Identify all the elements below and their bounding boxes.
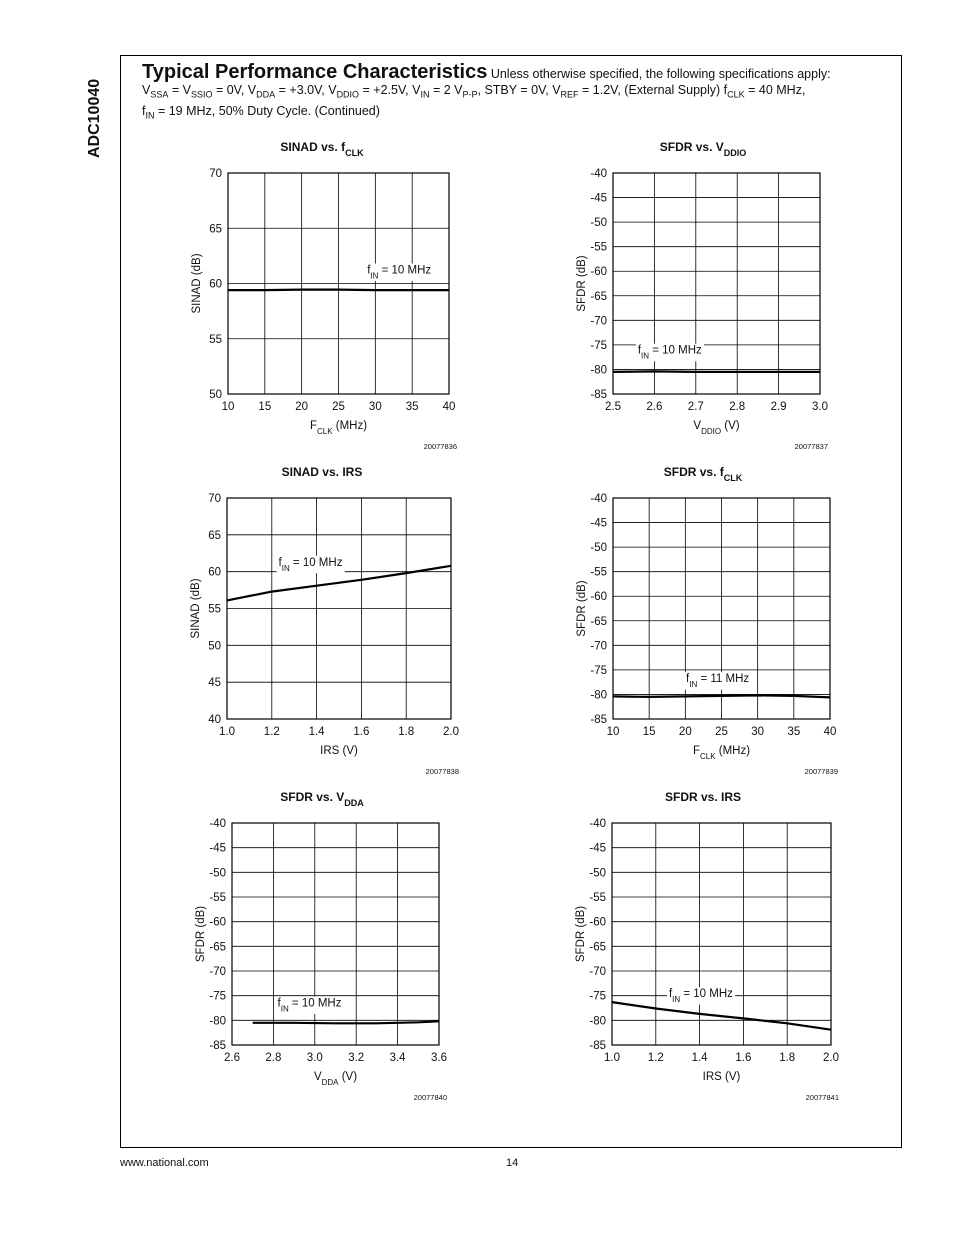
y-tick-label: -45 — [209, 842, 226, 855]
y-tick-label: -55 — [590, 241, 607, 254]
x-axis-label: IRS (V) — [702, 1071, 741, 1083]
y-tick-label: -70 — [209, 966, 226, 978]
annotation-label: $f_{IN} = 10$ MHz — [367, 264, 432, 281]
y-tick-label: 55 — [209, 333, 222, 346]
x-tick-label: 1.4 — [691, 1052, 708, 1064]
y-tick-label: -60 — [590, 591, 607, 604]
annotation-label: $f_{IN} = 10$ MHz — [277, 997, 342, 1014]
y-tick-label: 45 — [208, 677, 221, 690]
y-tick-label: -60 — [590, 266, 607, 279]
y-tick-label: -65 — [209, 941, 226, 954]
x-tick-label: 2.9 — [770, 401, 787, 413]
x-tick-label: 1.8 — [398, 726, 415, 738]
figure-id: 20077837 — [794, 442, 828, 451]
annotation-label: $f_{IN} = 10$ MHz — [637, 344, 702, 361]
y-tick-label: 65 — [209, 223, 222, 236]
figure-id: 20077839 — [804, 767, 838, 776]
chart-title: SFDR vs. $V_{DDIO}$ — [659, 140, 747, 158]
y-tick-label: 40 — [208, 714, 221, 726]
x-tick-label: 2.8 — [729, 401, 746, 413]
y-tick-label: 60 — [209, 278, 222, 291]
y-axis-label: SINAD (dB) — [191, 253, 203, 314]
figure-id: 20077840 — [413, 1093, 447, 1102]
y-tick-label: -50 — [590, 542, 607, 555]
x-tick-label: 2.6 — [646, 401, 663, 413]
x-tick-label: 1.0 — [604, 1052, 620, 1064]
y-tick-label: -85 — [590, 389, 607, 401]
y-tick-label: -50 — [590, 217, 607, 230]
y-tick-label: -60 — [209, 916, 226, 929]
y-axis-label: SFDR (dB) — [576, 580, 588, 637]
x-tick-label: 3.2 — [348, 1052, 365, 1064]
y-tick-label: -45 — [589, 842, 606, 855]
y-tick-label: -50 — [209, 867, 226, 880]
x-tick-label: 2.0 — [443, 726, 459, 738]
x-tick-label: 30 — [751, 726, 765, 738]
series-line — [253, 1021, 439, 1023]
x-tick-label: 3.0 — [812, 401, 828, 413]
chart-title: SFDR vs. $V_{DDA}$ — [280, 790, 364, 808]
x-axis-label: $V_{DDA}$ (V) — [313, 1071, 358, 1087]
x-tick-label: 25 — [715, 726, 728, 738]
chart-title: SINAD vs. $f_{CLK}$ — [280, 140, 364, 158]
page-number: 14 — [506, 1157, 519, 1169]
y-tick-label: -75 — [209, 990, 226, 1003]
chart-title: SINAD vs. IRS — [281, 465, 363, 479]
x-tick-label: 2.6 — [224, 1052, 240, 1064]
figure-id: 20077836 — [423, 442, 457, 451]
figure-id: 20077841 — [805, 1093, 839, 1102]
y-tick-label: -40 — [209, 818, 226, 830]
y-tick-label: -65 — [589, 941, 606, 954]
conditions-intro: Unless otherwise specified, the following specifications apply: — [490, 67, 831, 81]
y-tick-label: 60 — [208, 566, 221, 579]
x-tick-label: 10 — [221, 401, 235, 413]
x-tick-label: 1.6 — [735, 1052, 752, 1064]
y-tick-label: 50 — [209, 389, 222, 401]
x-tick-label: 35 — [787, 726, 801, 738]
chart-c3 — [190, 465, 459, 776]
y-tick-label: -40 — [589, 818, 606, 830]
plot-frame — [612, 823, 831, 1045]
conditions-line-2: $V_{SSA} = V_{SSIO} = 0V$, $V_{DDA} = +3.0V$, $V_{DDIO} = +2.5V$, $V_{IN} = 2$ $V_{P-P}$, STBY = 0V, $V_{REF} = 1.2V$, (External Supply) $f_{CLK} = 40$ MHz, — [142, 83, 806, 100]
y-tick-label: -80 — [590, 364, 607, 377]
y-tick-label: 70 — [208, 493, 221, 505]
conditions-line-3: $f_{IN} = 19$ MHz, 50% Duty Cycle. (Continued) — [142, 103, 380, 120]
annotation-label: $f_{IN} = 10$ MHz — [278, 556, 343, 573]
x-tick-label: 30 — [368, 401, 382, 413]
figure-id: 20077838 — [425, 767, 459, 776]
y-axis-label: SFDR (dB) — [576, 255, 588, 312]
y-tick-label: -70 — [590, 315, 607, 328]
x-tick-label: 1.0 — [219, 726, 235, 738]
y-tick-label: -55 — [590, 566, 607, 579]
y-tick-label: -85 — [590, 714, 607, 726]
y-tick-label: -50 — [589, 867, 606, 880]
y-tick-label: -85 — [209, 1040, 226, 1052]
x-axis-label: IRS (V) — [320, 745, 358, 757]
y-tick-label: -65 — [590, 615, 607, 628]
x-tick-label: 1.4 — [308, 726, 325, 738]
y-tick-label: -75 — [590, 339, 607, 352]
x-tick-label: 3.0 — [306, 1052, 323, 1064]
series-line — [612, 1002, 831, 1030]
x-tick-label: 1.6 — [353, 726, 370, 738]
x-tick-label: 15 — [258, 401, 272, 413]
x-axis-label: $F_{CLK}$ (MHz) — [309, 420, 368, 436]
x-tick-label: 2.5 — [605, 401, 621, 413]
chart-c1 — [191, 140, 457, 451]
y-tick-label: -45 — [590, 192, 607, 205]
y-tick-label: -75 — [589, 990, 606, 1003]
y-tick-label: -55 — [589, 892, 606, 904]
y-tick-label: -60 — [589, 916, 606, 929]
chart-c6 — [575, 790, 839, 1102]
y-tick-label: 50 — [208, 640, 221, 653]
x-axis-label: $F_{CLK}$ (MHz) — [692, 745, 751, 761]
footer-url[interactable]: www.national.com — [120, 1157, 209, 1169]
y-tick-label: -80 — [209, 1015, 226, 1028]
x-tick-label: 1.2 — [647, 1052, 664, 1064]
annotation-label: $f_{IN} = 11$ MHz — [686, 673, 750, 689]
y-tick-label: -70 — [589, 966, 606, 978]
x-tick-label: 25 — [332, 401, 345, 413]
x-axis-label: $V_{DDIO}$ (V) — [693, 420, 740, 436]
x-tick-label: 3.6 — [431, 1052, 447, 1064]
x-tick-label: 10 — [606, 726, 620, 738]
chart-title: SFDR vs. IRS — [664, 790, 742, 804]
x-tick-label: 35 — [405, 401, 419, 413]
y-tick-label: -85 — [589, 1040, 606, 1052]
y-tick-label: -75 — [590, 664, 607, 677]
x-tick-label: 1.2 — [263, 726, 280, 738]
chart-title: SFDR vs. $f_{CLK}$ — [663, 465, 743, 483]
y-tick-label: -80 — [589, 1015, 606, 1028]
x-tick-label: 20 — [295, 401, 309, 413]
y-tick-label: 55 — [208, 603, 221, 616]
x-tick-label: 40 — [442, 401, 456, 413]
y-tick-label: -40 — [590, 493, 607, 505]
chart-c4 — [576, 465, 838, 776]
y-tick-label: -40 — [590, 168, 607, 180]
series-line — [228, 290, 449, 291]
y-tick-label: -45 — [590, 517, 607, 530]
side-title: ADC10040 — [86, 78, 103, 158]
x-tick-label: 2.0 — [823, 1052, 839, 1064]
series-line — [613, 371, 820, 372]
y-tick-label: 65 — [208, 529, 221, 542]
x-tick-label: 3.4 — [389, 1052, 406, 1064]
x-tick-label: 20 — [678, 726, 692, 738]
x-tick-label: 2.7 — [687, 401, 704, 413]
x-tick-label: 1.8 — [779, 1052, 796, 1064]
y-axis-label: SINAD (dB) — [190, 578, 202, 639]
annotation-label: $f_{IN} = 10$ MHz — [668, 988, 733, 1004]
y-tick-label: -65 — [590, 290, 607, 303]
y-tick-label: -80 — [590, 689, 607, 702]
y-tick-label: 70 — [209, 168, 222, 180]
y-axis-label: SFDR (dB) — [575, 905, 587, 963]
chart-c2 — [576, 140, 828, 451]
chart-c5 — [195, 790, 447, 1102]
x-tick-label: 15 — [642, 726, 656, 738]
x-tick-label: 2.8 — [265, 1052, 282, 1064]
y-axis-label: SFDR (dB) — [195, 905, 207, 963]
x-tick-label: 40 — [823, 726, 837, 738]
y-tick-label: -70 — [590, 640, 607, 653]
y-tick-label: -55 — [209, 892, 226, 904]
section-heading: Typical Performance Characteristics — [142, 61, 488, 83]
